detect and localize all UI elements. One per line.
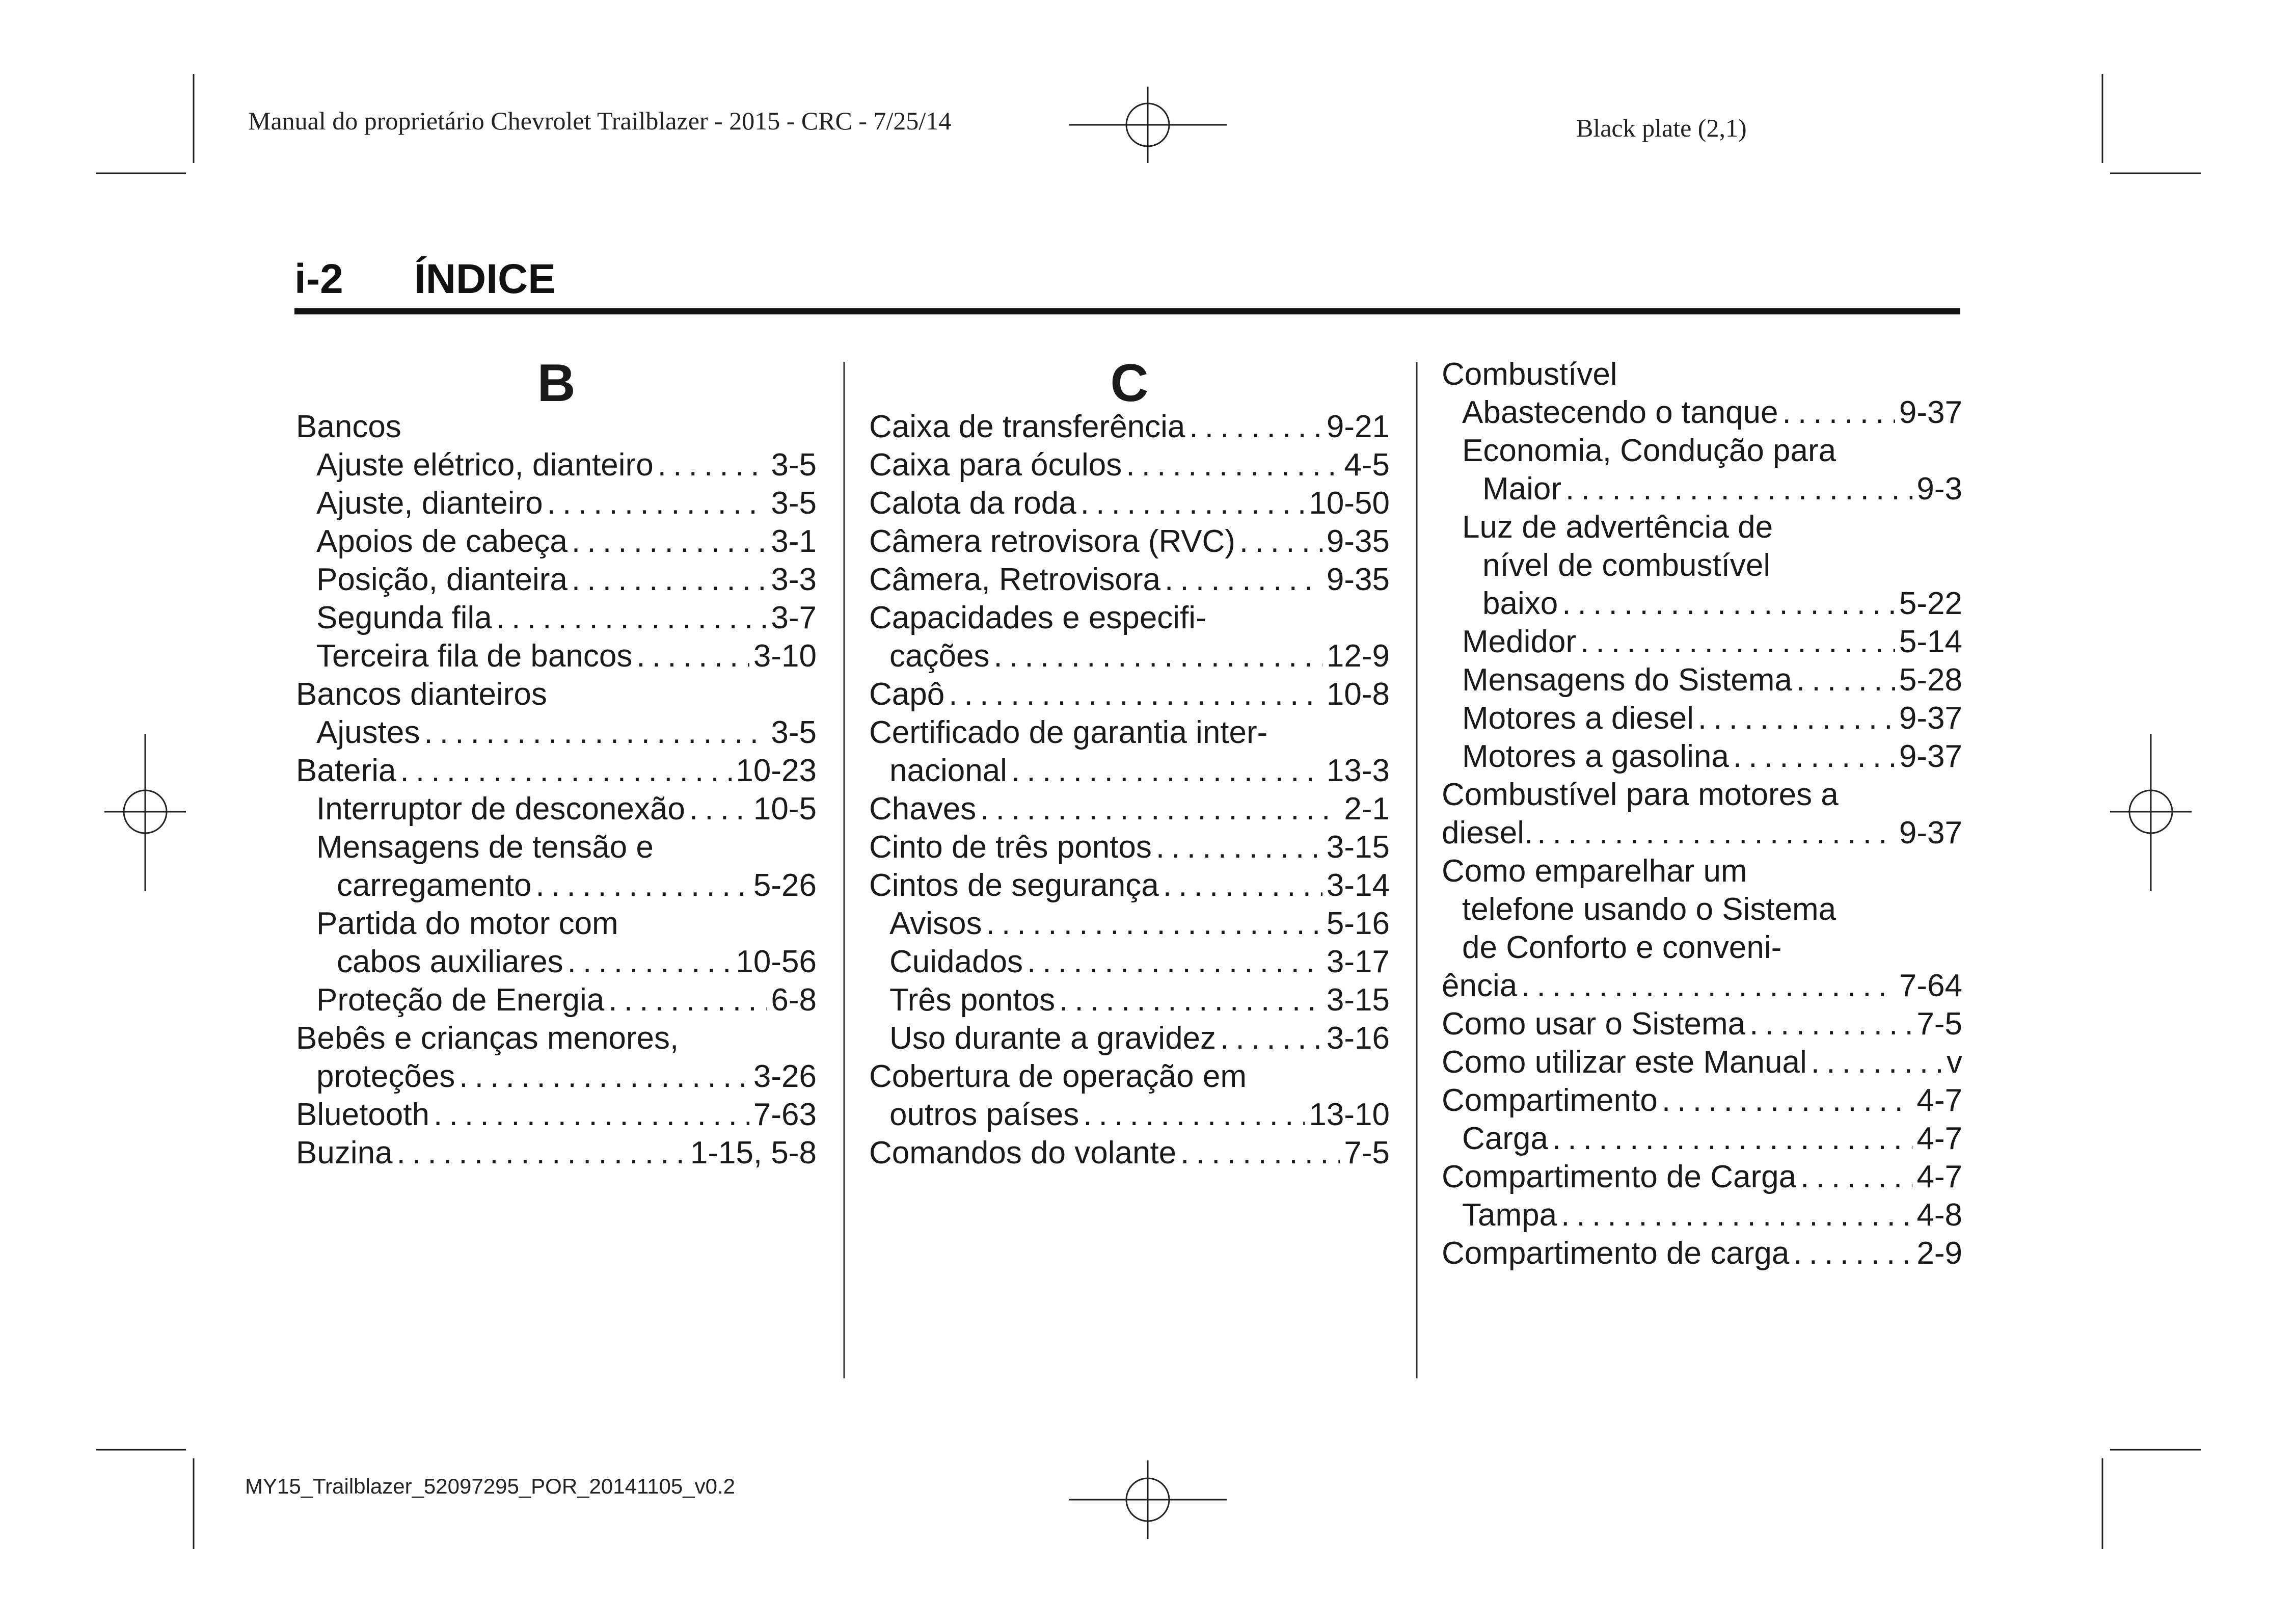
dot-leader — [1562, 584, 1895, 623]
dot-leader — [496, 599, 767, 637]
index-entry-page: 10-23 — [736, 753, 817, 788]
index-entry — [869, 866, 1390, 904]
index-entry — [296, 904, 817, 943]
index-entry-page: 4-5 — [1344, 447, 1390, 483]
dot-leader — [572, 522, 767, 561]
index-entry-label: Câmera retrovisora (RVC) — [869, 524, 1235, 559]
dot-leader — [986, 904, 1322, 943]
index-entry-label: Como emparelhar um — [1442, 854, 1747, 889]
index-entry — [1442, 1005, 1962, 1043]
index-entry-page: 4-8 — [1916, 1197, 1962, 1233]
running-header-right: Black plate (2,1) — [1576, 114, 1747, 142]
index-entry — [869, 1019, 1390, 1057]
index-entry — [1442, 776, 1962, 814]
dot-leader — [689, 790, 749, 828]
index-entry-label: proteções — [316, 1059, 455, 1094]
dot-leader — [658, 446, 767, 484]
index-entry-label: nacional — [889, 753, 1007, 788]
index-entry — [296, 561, 817, 599]
dot-leader — [1749, 1005, 1912, 1043]
index-entry — [869, 981, 1390, 1019]
dot-leader — [1580, 623, 1895, 661]
page-number: i-2 — [294, 256, 343, 302]
index-entry-page: 3-15 — [1326, 830, 1390, 865]
index-entry-label: Economia, Condução para — [1462, 433, 1836, 468]
dot-leader — [536, 866, 749, 904]
index-entry — [869, 713, 1390, 752]
dot-leader — [1561, 1196, 1912, 1234]
dot-leader — [424, 713, 767, 752]
index-entry-label: baixo — [1482, 586, 1558, 621]
index-entry — [1442, 852, 1962, 890]
index-entry — [1442, 1120, 1962, 1158]
index-entry — [1442, 1196, 1962, 1234]
index-entry-label: Uso durante a gravidez — [889, 1021, 1217, 1056]
index-entry — [869, 1057, 1390, 1096]
index-entry-label: Como usar o Sistema — [1442, 1006, 1746, 1042]
index-entry-label: Três pontos — [889, 982, 1056, 1018]
index-entry-page: 3-5 — [771, 447, 817, 483]
index-entry — [869, 408, 1390, 446]
index-entry-label: Segunda fila — [316, 600, 492, 635]
index-entry-page: 3-10 — [753, 638, 817, 674]
index-entry — [869, 752, 1390, 790]
index-entry-label: Mensagens do Sistema — [1462, 662, 1792, 698]
index-entry-page: 5-26 — [753, 868, 817, 903]
index-entry — [1442, 814, 1962, 852]
index-entry-page: 3-7 — [771, 600, 817, 635]
dot-leader — [400, 752, 732, 790]
index-entry-page: 9-35 — [1326, 524, 1390, 559]
index-entry-label: Comandos do volante — [869, 1135, 1177, 1170]
index-entry-page: 7-63 — [753, 1097, 817, 1132]
index-entry — [1442, 737, 1962, 776]
index-entry-page: 1-15, 5-8 — [690, 1135, 817, 1170]
index-entry — [1442, 1158, 1962, 1196]
index-entry-label: Posição, dianteira — [316, 562, 568, 597]
dot-leader — [1081, 484, 1305, 522]
index-entry-label: Motores a gasolina — [1462, 739, 1729, 774]
index-entry — [1442, 1081, 1962, 1120]
dot-leader — [1537, 814, 1895, 852]
index-column-c — [869, 354, 1390, 1172]
section-letter: C — [1110, 354, 1149, 413]
index-entry-page: 3-5 — [771, 486, 817, 521]
index-entry-page: 3-16 — [1326, 1021, 1390, 1056]
index-entry — [1442, 546, 1962, 584]
index-entry — [296, 790, 817, 828]
index-entry — [296, 408, 817, 446]
index-entry-page: 12-9 — [1326, 638, 1390, 674]
index-entry — [296, 866, 817, 904]
index-column-c-continued — [1442, 355, 1962, 1272]
dot-leader — [1220, 1019, 1322, 1057]
index-entry-label: ência — [1442, 968, 1518, 1003]
index-entry — [869, 561, 1390, 599]
dot-leader — [1189, 408, 1322, 446]
index-entry-label: Capacidades e especifi- — [869, 600, 1206, 635]
index-entry — [869, 637, 1390, 675]
index-entry — [296, 752, 817, 790]
index-entry — [869, 599, 1390, 637]
index-entry — [1442, 890, 1962, 928]
index-entry — [869, 904, 1390, 943]
index-entry-page: 13-3 — [1326, 753, 1390, 788]
index-entry-label: Bancos dianteiros — [296, 677, 547, 712]
index-entry — [1442, 623, 1962, 661]
index-entry — [1442, 967, 1962, 1005]
index-entry — [296, 943, 817, 981]
index-entry — [869, 484, 1390, 522]
index-entry — [869, 446, 1390, 484]
index-entry-label: Maior — [1482, 471, 1562, 507]
index-entry-page: 9-37 — [1899, 701, 1962, 736]
index-entry-label: Como utilizar este Manual — [1442, 1045, 1807, 1080]
index-entry — [296, 522, 817, 561]
dot-leader — [1059, 981, 1322, 1019]
index-entry-label: Motores a diesel — [1462, 701, 1694, 736]
index-entry — [1442, 661, 1962, 699]
page-header — [294, 252, 1960, 314]
index-entry — [296, 1134, 817, 1172]
index-entry-page: 5-14 — [1899, 624, 1962, 659]
index-entry-page: 6-8 — [771, 982, 817, 1018]
index-entry-page: v — [1947, 1045, 1962, 1080]
index-entry-label: Buzina — [296, 1135, 393, 1170]
dot-leader — [608, 981, 767, 1019]
index-entry — [1442, 508, 1962, 546]
index-entry-label: Combustível — [1442, 357, 1617, 392]
dot-leader — [1180, 1134, 1340, 1172]
index-entry — [296, 981, 817, 1019]
index-entry-label: Bluetooth — [296, 1097, 429, 1132]
index-entry-label: Compartimento de carga — [1442, 1236, 1790, 1271]
index-entry-page: 7-5 — [1344, 1135, 1390, 1170]
index-column-b — [296, 354, 817, 1172]
index-entry-label: diesel. — [1442, 815, 1533, 850]
index-entry-label: outros países — [889, 1097, 1079, 1132]
index-entry-label: Chaves — [869, 791, 977, 827]
index-entry-page: 9-35 — [1326, 562, 1390, 597]
index-entry-label: Apoios de cabeça — [316, 524, 568, 559]
dot-leader — [1733, 737, 1895, 776]
index-entry-page: 9-37 — [1899, 815, 1962, 850]
index-entry-label: Bateria — [296, 753, 396, 788]
index-entry-page: 5-28 — [1899, 662, 1962, 698]
index-entry-label: Tampa — [1462, 1197, 1557, 1233]
index-entry-page: 4-7 — [1916, 1159, 1962, 1194]
index-entry-page: 3-3 — [771, 562, 817, 597]
index-entry — [296, 828, 817, 866]
dot-leader — [1565, 470, 1912, 508]
index-entry-label: Calota da roda — [869, 486, 1076, 521]
index-entry-page: 7-64 — [1899, 968, 1962, 1003]
index-entry — [296, 713, 817, 752]
dot-leader — [1698, 699, 1895, 737]
dot-leader — [547, 484, 767, 522]
index-entry — [1442, 699, 1962, 737]
index-entry — [1442, 393, 1962, 432]
index-entry-label: Avisos — [889, 906, 982, 941]
index-entry-page: 4-7 — [1916, 1121, 1962, 1156]
index-entry — [869, 1096, 1390, 1134]
index-entry-page: 2-1 — [1344, 791, 1390, 827]
index-entry-page: 3-15 — [1326, 982, 1390, 1018]
index-entry — [296, 637, 817, 675]
dot-leader — [1552, 1120, 1913, 1158]
dot-leader — [1163, 866, 1322, 904]
index-entry — [296, 599, 817, 637]
index-entry — [1442, 470, 1962, 508]
dot-leader — [459, 1057, 749, 1096]
dot-leader — [1800, 1158, 1912, 1196]
index-entry — [296, 675, 817, 713]
dot-leader — [1156, 828, 1322, 866]
index-entry-label: Partida do motor com — [316, 906, 618, 941]
index-entry — [1442, 1234, 1962, 1272]
index-entry-label: Compartimento de Carga — [1442, 1159, 1797, 1194]
dot-leader — [949, 675, 1322, 713]
index-entry-page: 5-22 — [1899, 586, 1962, 621]
index-entry-label: Compartimento — [1442, 1083, 1658, 1118]
index-entry-page: 3-17 — [1326, 944, 1390, 979]
index-entry-page: 10-5 — [753, 791, 817, 827]
index-entry — [296, 1096, 817, 1134]
index-entry-label: Bebês e crianças menores, — [296, 1021, 679, 1056]
index-entry-page: 10-8 — [1326, 677, 1390, 712]
dot-leader — [1165, 561, 1322, 599]
index-entry — [296, 1019, 817, 1057]
page-title: ÍNDICE — [414, 256, 556, 302]
running-header-left: Manual do proprietário Chevrolet Trailblazer - 2015 - CRC - 7/25/14 — [248, 107, 952, 135]
dot-leader — [568, 943, 732, 981]
index-entry — [869, 943, 1390, 981]
dot-leader — [1027, 943, 1322, 981]
index-entry-label: de Conforto e conveni- — [1462, 930, 1782, 965]
index-entry-label: Abastecendo o tanque — [1462, 395, 1778, 430]
index-entry-page: 7-5 — [1916, 1006, 1962, 1042]
index-entry-label: Interruptor de desconexão — [316, 791, 685, 827]
index-entry-label: Capô — [869, 677, 945, 712]
index-entry-page: 9-3 — [1916, 471, 1962, 507]
index-entry — [1442, 432, 1962, 470]
footer-file-id: MY15_Trailblazer_52097295_POR_20141105_v0.2 — [245, 1474, 736, 1498]
dot-leader — [1126, 446, 1340, 484]
index-entry-label: Proteção de Energia — [316, 982, 605, 1018]
index-entry-label: cabos auxiliares — [337, 944, 563, 979]
index-entry — [869, 790, 1390, 828]
index-entry-page: 10-50 — [1309, 486, 1390, 521]
index-entry-label: Certificado de garantia inter- — [869, 715, 1268, 750]
index-entry-label: cações — [889, 638, 990, 674]
index-entry-label: Luz de advertência de — [1462, 510, 1773, 545]
index-entry — [1442, 355, 1962, 393]
dot-leader — [572, 561, 767, 599]
index-entry — [296, 1057, 817, 1096]
section-letter: B — [537, 354, 576, 413]
index-entry-label: Terceira fila de bancos — [316, 638, 633, 674]
index-entry-label: Câmera, Retrovisora — [869, 562, 1160, 597]
index-entry-label: Cobertura de operação em — [869, 1059, 1247, 1094]
index-entry-label: Combustível para motores a — [1442, 777, 1839, 812]
index-entry-label: nível de combustível — [1482, 548, 1771, 583]
dot-leader — [1521, 967, 1895, 1005]
dot-leader — [1662, 1081, 1913, 1120]
dot-leader — [1083, 1096, 1305, 1134]
index-entry-page: 9-21 — [1326, 409, 1390, 444]
index-entry — [1442, 584, 1962, 623]
index-entry-label: Caixa para óculos — [869, 447, 1122, 483]
index-entry-page: 5-16 — [1326, 906, 1390, 941]
dot-leader — [636, 637, 749, 675]
index-entry-page: 10-56 — [736, 944, 817, 979]
index-entry — [869, 828, 1390, 866]
index-entry-page: 4-7 — [1916, 1083, 1962, 1118]
dot-leader — [980, 790, 1340, 828]
dot-leader — [1793, 1234, 1912, 1272]
index-entry-label: Ajuste, dianteiro — [316, 486, 543, 521]
dot-leader — [1011, 752, 1322, 790]
index-entry — [869, 675, 1390, 713]
index-entry-label: Ajuste elétrico, dianteiro — [316, 447, 654, 483]
index-entry-label: Caixa de transferência — [869, 409, 1185, 444]
index-entry — [1442, 1043, 1962, 1081]
index-entry-page: 2-9 — [1916, 1236, 1962, 1271]
index-entry-page: 3-5 — [771, 715, 817, 750]
dot-leader — [1239, 522, 1322, 561]
index-entry-page: 3-14 — [1326, 868, 1390, 903]
index-entry-page: 3-26 — [753, 1059, 817, 1094]
index-entry-page: 13-10 — [1309, 1097, 1390, 1132]
dot-leader — [397, 1134, 686, 1172]
index-entry-label: Carga — [1462, 1121, 1548, 1156]
index-entry — [296, 446, 817, 484]
dot-leader — [434, 1096, 749, 1134]
index-entry — [1442, 928, 1962, 967]
index-entry-page: 9-37 — [1899, 739, 1962, 774]
index-entry — [296, 484, 817, 522]
index-entry-page: 9-37 — [1899, 395, 1962, 430]
index-entry-label: carregamento — [337, 868, 532, 903]
dot-leader — [993, 637, 1322, 675]
dot-leader — [1811, 1043, 1942, 1081]
dot-leader — [1796, 661, 1895, 699]
index-entry-label: Medidor — [1462, 624, 1576, 659]
index-entry-label: Ajustes — [316, 715, 420, 750]
index-entry — [869, 1134, 1390, 1172]
index-entry-label: telefone usando o Sistema — [1462, 892, 1836, 927]
index-entry-label: Cuidados — [889, 944, 1023, 979]
index-entry-label: Bancos — [296, 409, 401, 444]
index-entry — [869, 522, 1390, 561]
dot-leader — [1782, 393, 1895, 432]
index-entry-label: Cintos de segurança — [869, 868, 1159, 903]
index-entry-label: Mensagens de tensão e — [316, 830, 654, 865]
index-entry-page: 3-1 — [771, 524, 817, 559]
index-entry-label: Cinto de três pontos — [869, 830, 1152, 865]
